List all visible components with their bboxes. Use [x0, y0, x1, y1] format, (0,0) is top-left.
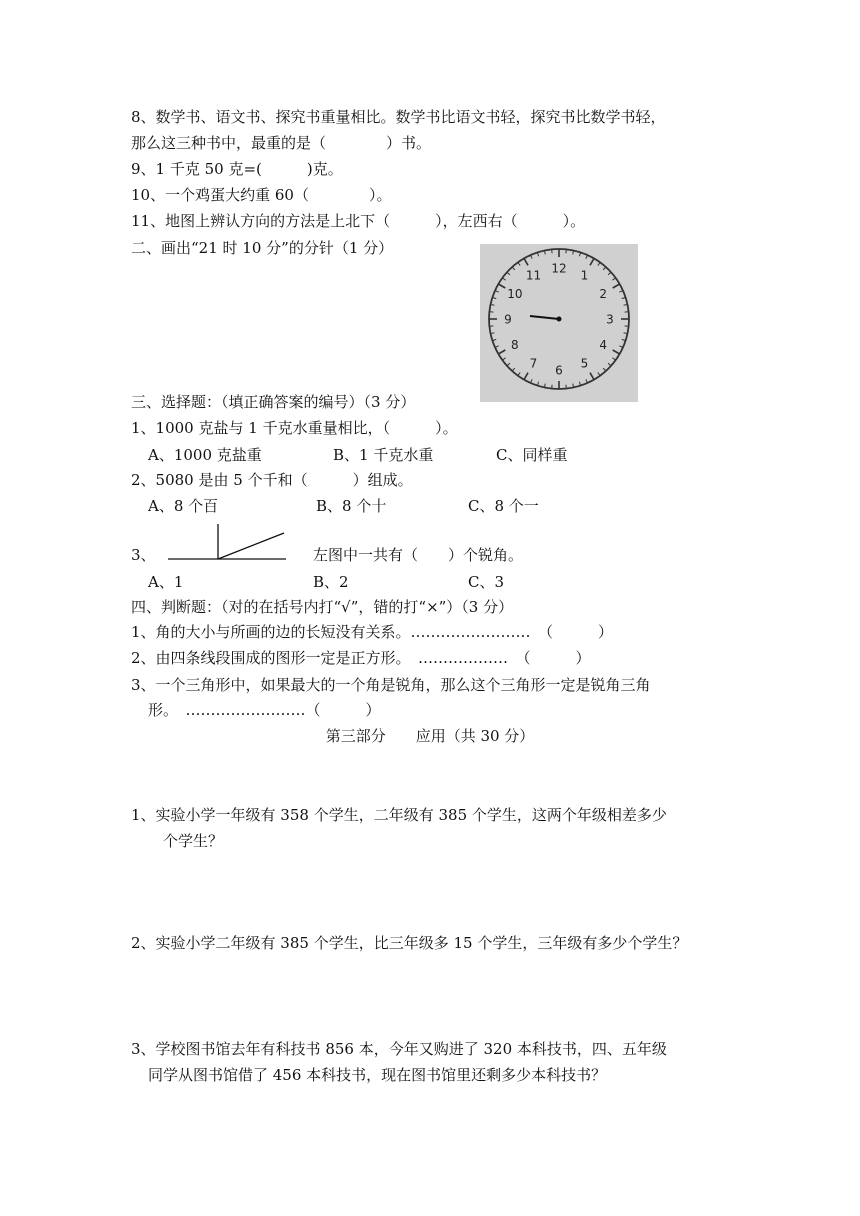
- angle-figure: [168, 522, 288, 562]
- choice-2-option-a: A、8 个百: [148, 497, 219, 515]
- clock-number-4: 4: [599, 338, 607, 352]
- choice-question-3-number: 3、: [131, 546, 156, 564]
- clock-number-7: 7: [529, 356, 538, 371]
- choice-question-2: 2、5080 是由 5 个千和（ ）组成。: [131, 471, 413, 489]
- clock-number-11: 11: [525, 268, 542, 283]
- choice-1-option-a: A、1000 克盐重: [148, 446, 262, 464]
- judge-question-3-line-1: 3、一个三角形中，如果最大的一个角是锐角，那么这个三角形一定是锐角三角: [131, 676, 651, 694]
- question-9: 9、1 千克 50 克=( )克。: [131, 160, 343, 178]
- judge-question-1: 1、角的大小与所画的边的长短没有关系。…………………… （ ）: [131, 623, 614, 641]
- application-3-line-1: 3、学校图书馆去年有科技书 856 本，今年又购进了 320 本科技书，四、五年级: [131, 1040, 667, 1058]
- section-3-heading: 三、选择题：（填正确答案的编号）（3 分）: [131, 393, 416, 411]
- choice-3-option-b: B、2: [313, 573, 349, 591]
- clock-number-10: 10: [507, 287, 523, 301]
- angle-slanted-ray: [218, 533, 284, 559]
- clock-number-6: 6: [555, 363, 563, 378]
- clock-number-12: 12: [551, 261, 567, 276]
- choice-question-3: 左图中一共有（ ）个锐角。: [313, 546, 524, 564]
- choice-3-option-c: C、3: [468, 573, 505, 591]
- question-8-line-2: 那么这三种书中，最重的是（ ）书。: [131, 134, 432, 152]
- clock-number-2: 2: [599, 287, 607, 301]
- judge-question-3-line-2: 形。 ……………………（ ）: [148, 701, 381, 719]
- choice-2-option-b: B、8 个十: [316, 497, 387, 515]
- question-11: 11、地图上辨认方向的方法是上北下（ ），左西右（ ）。: [131, 212, 586, 230]
- clock-number-9: 9: [504, 312, 512, 327]
- judge-question-2: 2、由四条线段围成的图形一定是正方形。 ……………… （ ）: [131, 649, 591, 667]
- choice-1-option-c: C、同样重: [496, 446, 568, 464]
- choice-3-option-a: A、1: [148, 573, 184, 591]
- clock-center: [557, 317, 562, 322]
- application-1-line-1: 1、实验小学一年级有 358 个学生，二年级有 385 个学生，这两个年级相差多少: [131, 806, 667, 824]
- application-2: 2、实验小学二年级有 385 个学生，比三年级多 15 个学生，三年级有多少个学生？: [131, 934, 688, 952]
- section-4-heading: 四、判断题：（对的在括号内打“√”，错的打“×”）（3 分）: [131, 598, 514, 616]
- question-8-line-1: 8、数学书、语文书、探究书重量相比。数学书比语文书轻，探究书比数学书轻，: [131, 108, 666, 126]
- section-2-heading: 二、画出“21 时 10 分”的分针（1 分）: [131, 239, 394, 257]
- question-10: 10、一个鸡蛋大约重 60（ ）。: [131, 186, 392, 204]
- choice-question-1: 1、1000 克盐与 1 千克水重量相比，（ ）。: [131, 419, 458, 437]
- choice-2-option-c: C、8 个一: [468, 497, 539, 515]
- clock-number-1: 1: [580, 268, 589, 283]
- choice-1-option-b: B、1 千克水重: [333, 446, 434, 464]
- application-3-line-2: 同学从图书馆借了 456 本科技书，现在图书馆里还剩多少本科技书？: [148, 1066, 607, 1084]
- part-3-title: 第三部分 应用（共 30 分）: [325, 727, 535, 745]
- application-1-line-2: 个学生？: [163, 832, 224, 850]
- clock-image: [480, 244, 638, 402]
- clock-number-8: 8: [511, 338, 519, 352]
- clock-number-5: 5: [580, 356, 589, 371]
- clock-number-3: 3: [606, 312, 614, 327]
